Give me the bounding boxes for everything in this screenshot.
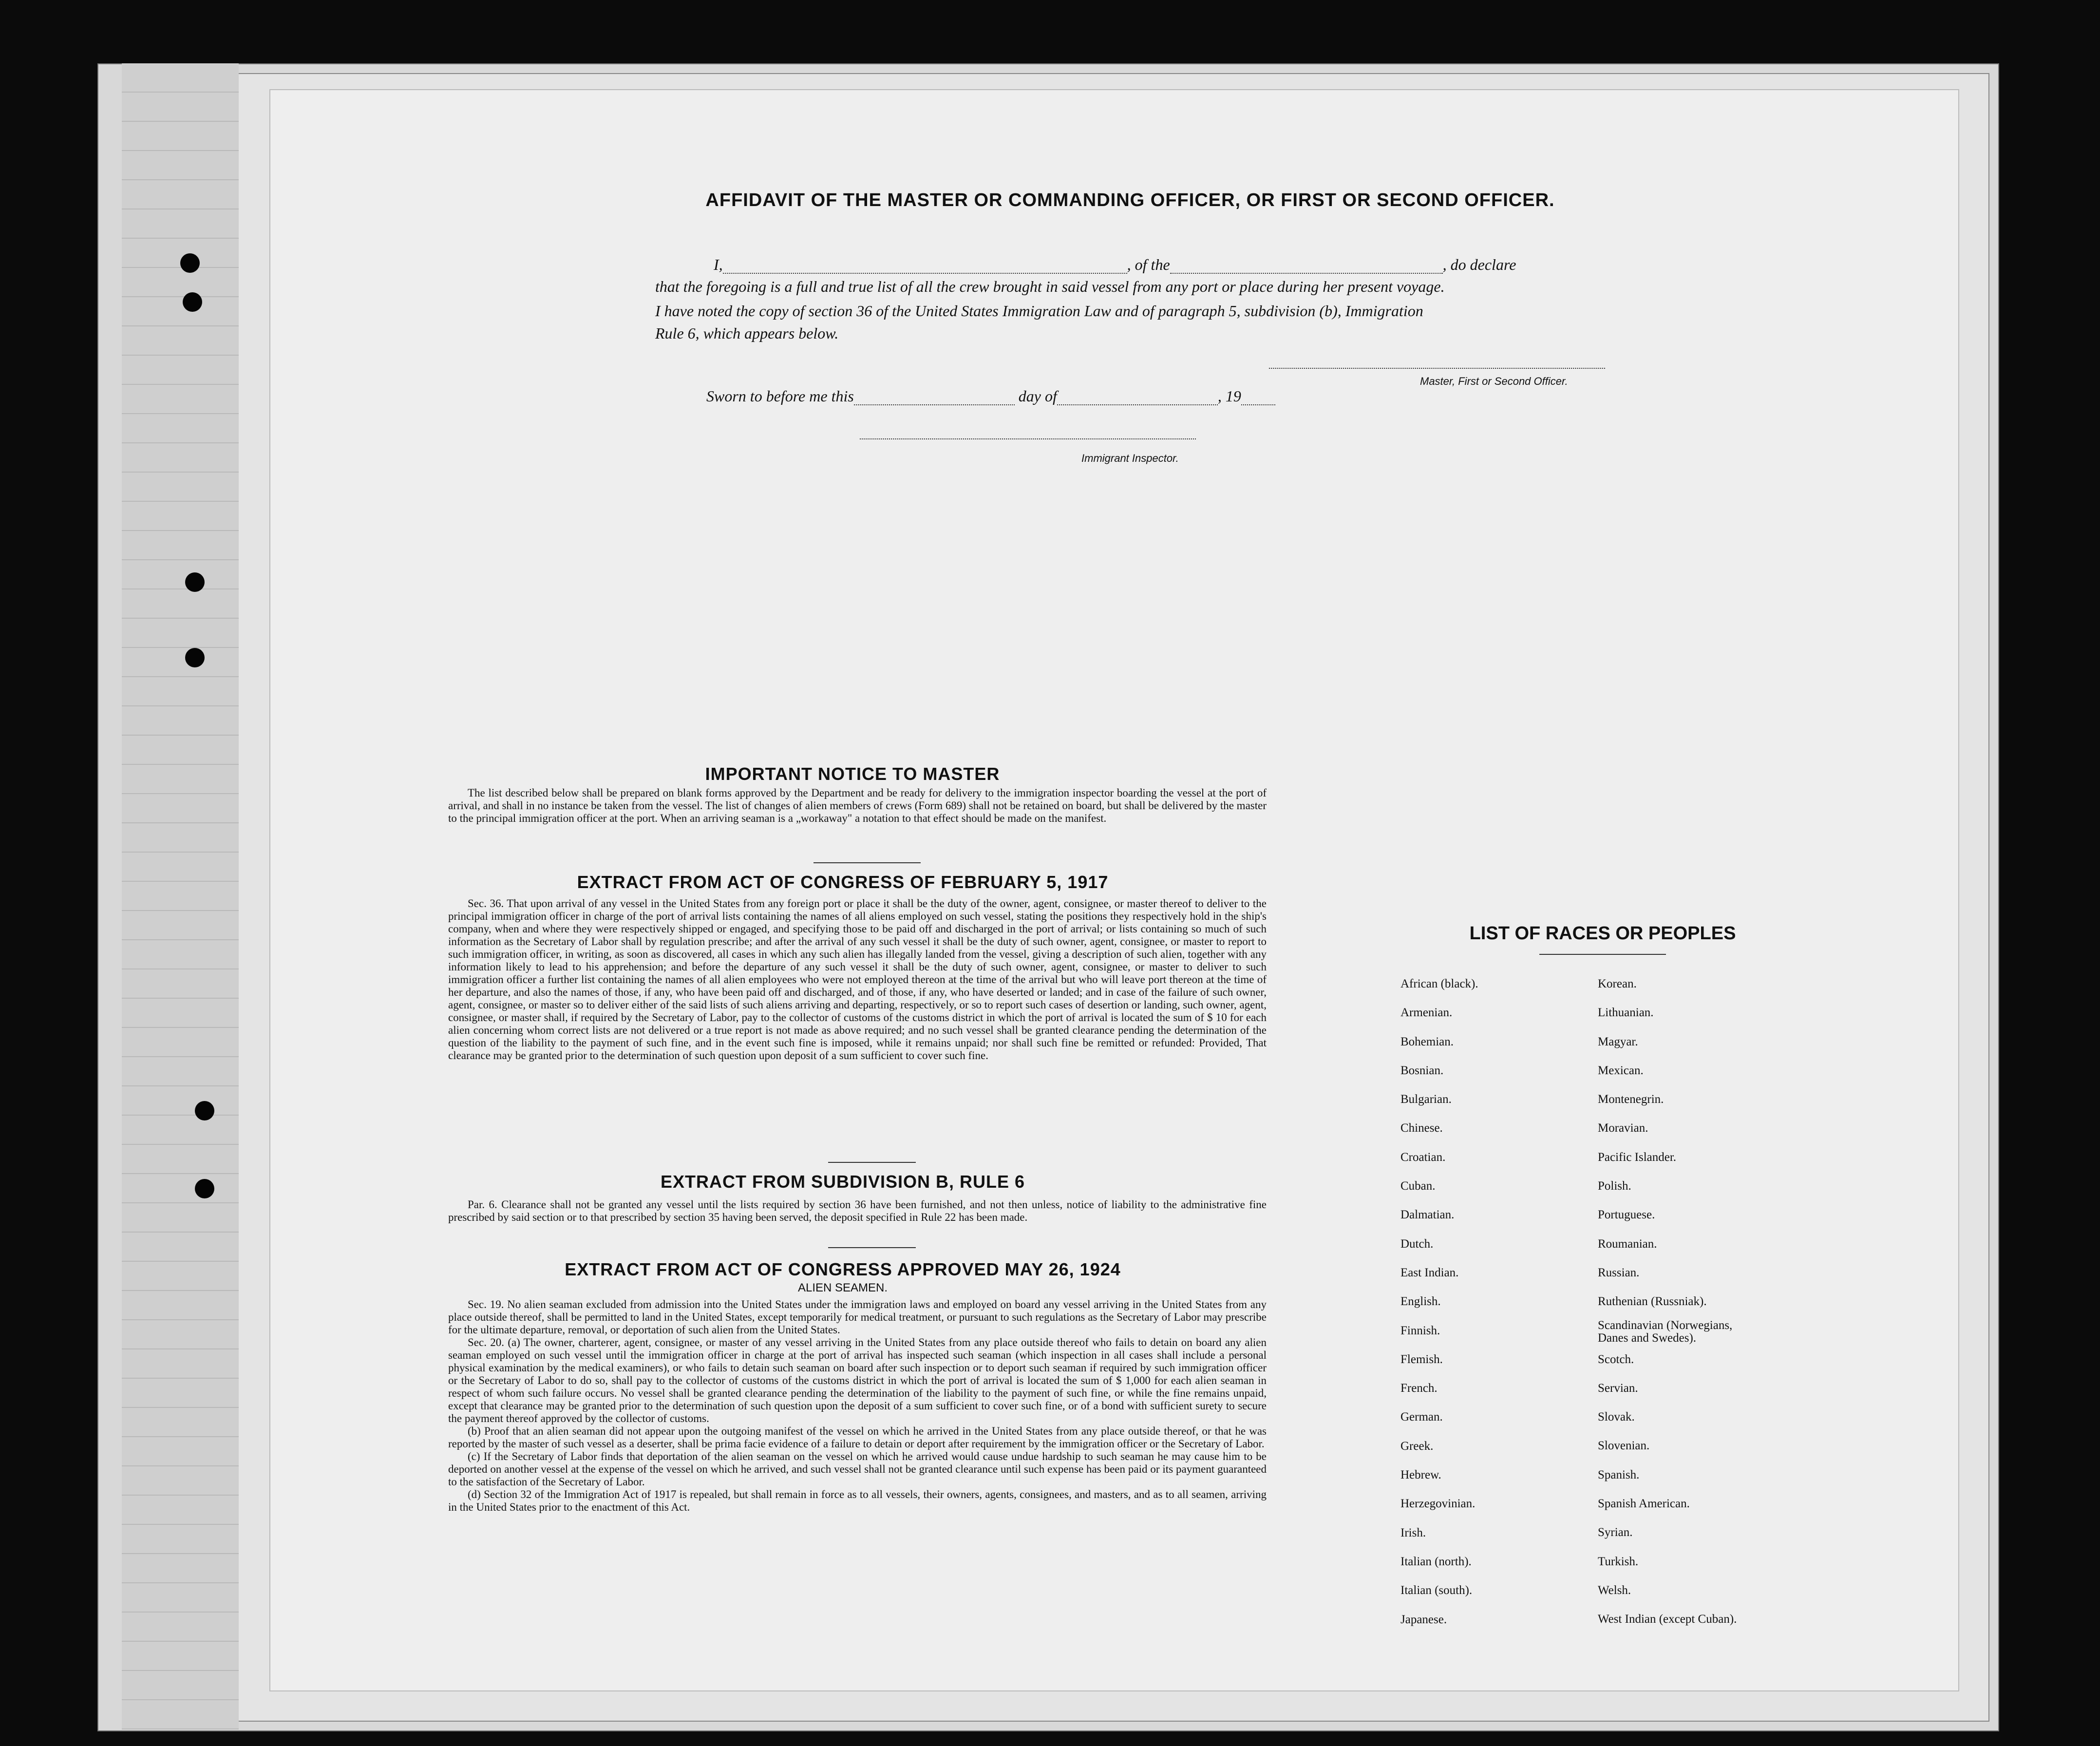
race-item: Chinese. <box>1400 1121 1443 1135</box>
binder-hole <box>183 292 202 312</box>
race-item: Italian (north). <box>1400 1555 1472 1568</box>
race-item: Dalmatian. <box>1400 1208 1455 1222</box>
master-caption: Master, First or Second Officer. <box>1420 375 1568 387</box>
day-blank <box>854 404 1015 405</box>
race-item: Scandinavian (Norwegians, Danes and Swedes). <box>1598 1318 1733 1345</box>
binder-hole <box>195 1101 214 1120</box>
race-item: Bosnian. <box>1400 1063 1444 1077</box>
inspector-signature-line <box>860 438 1196 439</box>
section-divider <box>814 862 921 863</box>
race-item: Bohemian. <box>1400 1035 1454 1048</box>
races-left-column <box>1400 969 1605 1634</box>
race-item: Magyar. <box>1598 1035 1638 1048</box>
name-blank <box>723 273 1127 274</box>
race-item: Lithuanian. <box>1598 1006 1654 1020</box>
race-item: East Indian. <box>1400 1266 1459 1279</box>
extract-1924-paragraph-3: (b) Proof that an alien seaman did not appear upon the outgoing manifest of the vessel on which he arrived in the United States from any place outside thereof, or that he was reported by the master of such vessel as a deserter, shall be prima facie evidence of a failure to detain or deport after requirement by the immigration officer or the Secretary of Labor. <box>448 1425 1267 1450</box>
extract-rule6-title: EXTRACT FROM SUBDIVISION B, RULE 6 <box>660 1172 1025 1192</box>
race-item: Hebrew. <box>1400 1468 1441 1482</box>
binder-hole <box>185 648 205 667</box>
extract-rule6-body <box>448 1198 1267 1224</box>
day-of-text: day of <box>1018 387 1057 405</box>
extract-1917-paragraph: Sec. 36. That upon arrival of any vessel in the United States from any foreign port or place it shall be the duty of the owner, agent, consignee, or master thereof to deliver to the principal immigration officer in charge of the port of arrival lists containing the names of all aliens employed on such vessel, stating the positions they respectively hold in the ship's company, when and where they were respectively shipped or engaged, and specifying those to be paid off and discharged in the port of arrival; or lists containing so much of such information as the Secretary of Labor shall by regulation prescribe; and after the arrival of any such vessel it shall be the duty of such owner, agent, consignee, or master to report to such immigration officer, in writing, as soon as discovered, all cases in which any such alien has illegally landed from the vessel, giving a description of such alien, together with any information likely to lead to his apprehension; and before the departure of any such vessel it shall be the duty of such owner, agent, consignee, or master to deliver to such immigration officer a further list containing the names of all alien employees who were not employed thereon at the time of the arrival but who will leave port thereon at the time of her departure, and also the names of those, if any, who have been paid off and discharged, and of those, if any, who have deserted or landed; and in case of the failure of such owner, agent, consignee, or master so to deliver either of the said lists of such aliens arriving and departing, respectively, or so to report such cases of desertion or landing, such owner, agent, consignee, or master shall, if required by the Secretary of Labor, pay to the collector of customs of the customs district in which the port of arrival is located the sum of $ 10 for each alien concerning whom correct lists are not delivered or a true report is not made as above required; and no such vessel shall be granted clearance pending the determination of the question of the liability to the payment of such fine, and in the event such fine is imposed, while it remains unpaid; nor shall such fine be remitted or refunded: Provided, That clearance may be granted prior to the determination of such question upon deposit of a sum sufficient to cover such fine. <box>448 897 1267 1062</box>
race-item: Dutch. <box>1400 1237 1434 1251</box>
race-item: Slovenian. <box>1598 1439 1650 1453</box>
race-item: English. <box>1400 1295 1441 1309</box>
race-item: Montenegrin. <box>1598 1093 1664 1106</box>
master-signature-line <box>1269 368 1605 369</box>
vessel-blank <box>1170 273 1443 274</box>
extract-1924-title: EXTRACT FROM ACT OF CONGRESS APPROVED MAY 26, 1924 <box>565 1259 1121 1279</box>
race-item: Slovak. <box>1598 1410 1635 1424</box>
extract-1924-paragraph-1: Sec. 19. No alien seaman excluded from admission into the United States under the immigration laws and employed on board any vessel arriving in the United States from any place outside thereof, shall be permitted to land in the United States, except temporarily for medical treatment, or pursuant to such regulations as the Secretary of Labor may prescribe for the ultimate departure, removal, or deportation of such alien from the United States. <box>448 1298 1267 1336</box>
race-item: Servian. <box>1598 1381 1638 1395</box>
section-divider <box>828 1247 916 1248</box>
race-item: West Indian (except Cuban). <box>1598 1613 1737 1626</box>
race-item: Pacific Islander. <box>1598 1150 1677 1164</box>
race-item: Roumanian. <box>1598 1237 1657 1251</box>
race-item: Ruthenian (Russniak). <box>1598 1295 1707 1309</box>
race-item: Spanish American. <box>1598 1497 1690 1511</box>
race-item: Armenian. <box>1400 1006 1453 1020</box>
race-item: French. <box>1400 1382 1438 1395</box>
races-title: LIST OF RACES OR PEOPLES <box>1469 923 1736 944</box>
binder-hole <box>180 253 200 273</box>
race-item: Polish. <box>1598 1179 1631 1193</box>
year-blank <box>1241 404 1275 405</box>
sworn-text: Sworn to before me this <box>706 387 854 405</box>
extract-1924-paragraph-5: (d) Section 32 of the Immigration Act of 1917 is repealed, but shall remain in force as to all vessels, their owners, agents, consignees, and masters, and as to all seamen, arriving in the United States prior to the enactment of this Act. <box>448 1488 1267 1513</box>
extract-1924-paragraph-4: (c) If the Secretary of Labor finds that deportation of the alien seaman on the vessel on which he arrived would cause undue hardship to such seaman he may cause him to be deported on another vessel at the expense of the vessel on which he arrived, and such vessel shall not be granted clearance until such expense has been paid or its payment guaranteed to the satisfaction of the Secretary of Labor. <box>448 1450 1267 1488</box>
affidavit-do-declare: , do declare <box>1442 256 1516 273</box>
race-item: German. <box>1400 1410 1443 1424</box>
affidavit-declaration-line <box>714 256 1516 274</box>
race-item: Japanese. <box>1400 1613 1447 1626</box>
race-item: Korean. <box>1598 977 1637 990</box>
affidavit-of-the: , of the <box>1127 256 1170 273</box>
section-divider <box>828 1162 916 1163</box>
left-binding-strip <box>122 63 239 1729</box>
race-item: Irish. <box>1400 1526 1426 1539</box>
affidavit-line-4: Rule 6, which appears below. <box>655 324 839 342</box>
affidavit-line-3: I have noted the copy of section 36 of the United States Immigration Law and of paragraph 5, subdivision (b), Immigration <box>655 302 1423 320</box>
race-item: Finnish. <box>1400 1324 1440 1337</box>
year-prefix: , 19 <box>1217 387 1241 405</box>
race-item: Italian (south). <box>1400 1584 1473 1597</box>
races-title-underline <box>1539 954 1666 955</box>
notice-paragraph: The list described below shall be prepared on blank forms approved by the Department and be ready for delivery to the immigration inspector boarding the vessel at the port of arrival, and shall in no instance be taken from the vessel. The list of changes of alien members of crews (Form 689) shall not be retained on board, but shall be delivered by the master to the principal immigration officer at the port. When an arriving seaman is a „workaway" a notation to that effect should be made on the manifest. <box>448 787 1267 824</box>
inspector-caption: Immigrant Inspector. <box>1081 452 1179 464</box>
race-item: Spanish. <box>1598 1468 1640 1481</box>
races-right-column <box>1598 969 1783 1634</box>
extract-1917-body <box>448 897 1267 1062</box>
race-item: Flemish. <box>1400 1352 1443 1366</box>
binder-hole <box>195 1179 214 1198</box>
extract-1924-body <box>448 1298 1267 1514</box>
extract-1924-subtitle: ALIEN SEAMEN. <box>797 1281 888 1294</box>
affidavit-line-2: that the foregoing is a full and true list of all the crew brought in said vessel from any port or place during her present voyage. <box>655 278 1445 295</box>
binder-hole <box>185 572 205 592</box>
race-item: Mexican. <box>1598 1063 1644 1077</box>
race-item: Cuban. <box>1400 1179 1436 1193</box>
race-item: Croatian. <box>1400 1150 1446 1164</box>
extract-1917-title: EXTRACT FROM ACT OF CONGRESS OF FEBRUARY 5, 1917 <box>577 872 1109 892</box>
sworn-line <box>706 387 1275 405</box>
race-item: Moravian. <box>1598 1121 1648 1135</box>
race-item: Greek. <box>1400 1439 1434 1453</box>
notice-body <box>448 787 1267 825</box>
race-item: Welsh. <box>1598 1583 1631 1597</box>
race-item: Russian. <box>1598 1266 1640 1279</box>
race-item: Herzegovinian. <box>1400 1497 1476 1511</box>
race-item: Portuguese. <box>1598 1208 1655 1222</box>
race-item: African (black). <box>1400 977 1478 990</box>
race-item: Bulgarian. <box>1400 1093 1452 1106</box>
extract-rule6-paragraph: Par. 6. Clearance shall not be granted any vessel until the lists required by section 36 have been furnished, and not then unless, notice of liability to the administrative fine prescribed by said section or to that prescribed by section 35 having been served, the deposit specified in Rule 22 has been made. <box>448 1198 1267 1223</box>
affidavit-title: AFFIDAVIT OF THE MASTER OR COMMANDING OFFICER, OR FIRST OR SECOND OFFICER. <box>705 190 1555 210</box>
notice-title: IMPORTANT NOTICE TO MASTER <box>705 764 1000 784</box>
race-item: Turkish. <box>1598 1555 1639 1568</box>
extract-1924-paragraph-2: Sec. 20. (a) The owner, charterer, agent, consignee, or master of any vessel arriving in the United States from any place outside thereof who fails to detain on board any alien seaman employed on such vessel until the immigration officer in charge at the port of arrival has inspected such seaman (which inspection in all cases shall include a personal physical examination by the medical examiners), or who fails to detain such seaman on board after such inspection or to deport such seaman if required by such immigration officer or the Secretary of Labor to do so, shall pay to the collector of customs of the customs district in which the port of arrival is located the sum of $ 1,000 for each alien seaman in respect of whom such failure occurs. No vessel shall be granted clearance pending the determination of the liability to the payment of such fine, or while the fine remains unpaid, except that clearance may be granted prior to the determination of such question upon the deposit of a sum sufficient to cover such fine, or of a bond with sufficient surety to secure the payment thereof approved by the collector of customs. <box>448 1336 1267 1424</box>
race-item: Syrian. <box>1598 1526 1633 1539</box>
race-item: Scotch. <box>1598 1352 1634 1366</box>
affidavit-i: I, <box>714 256 723 273</box>
month-blank <box>1057 404 1218 405</box>
